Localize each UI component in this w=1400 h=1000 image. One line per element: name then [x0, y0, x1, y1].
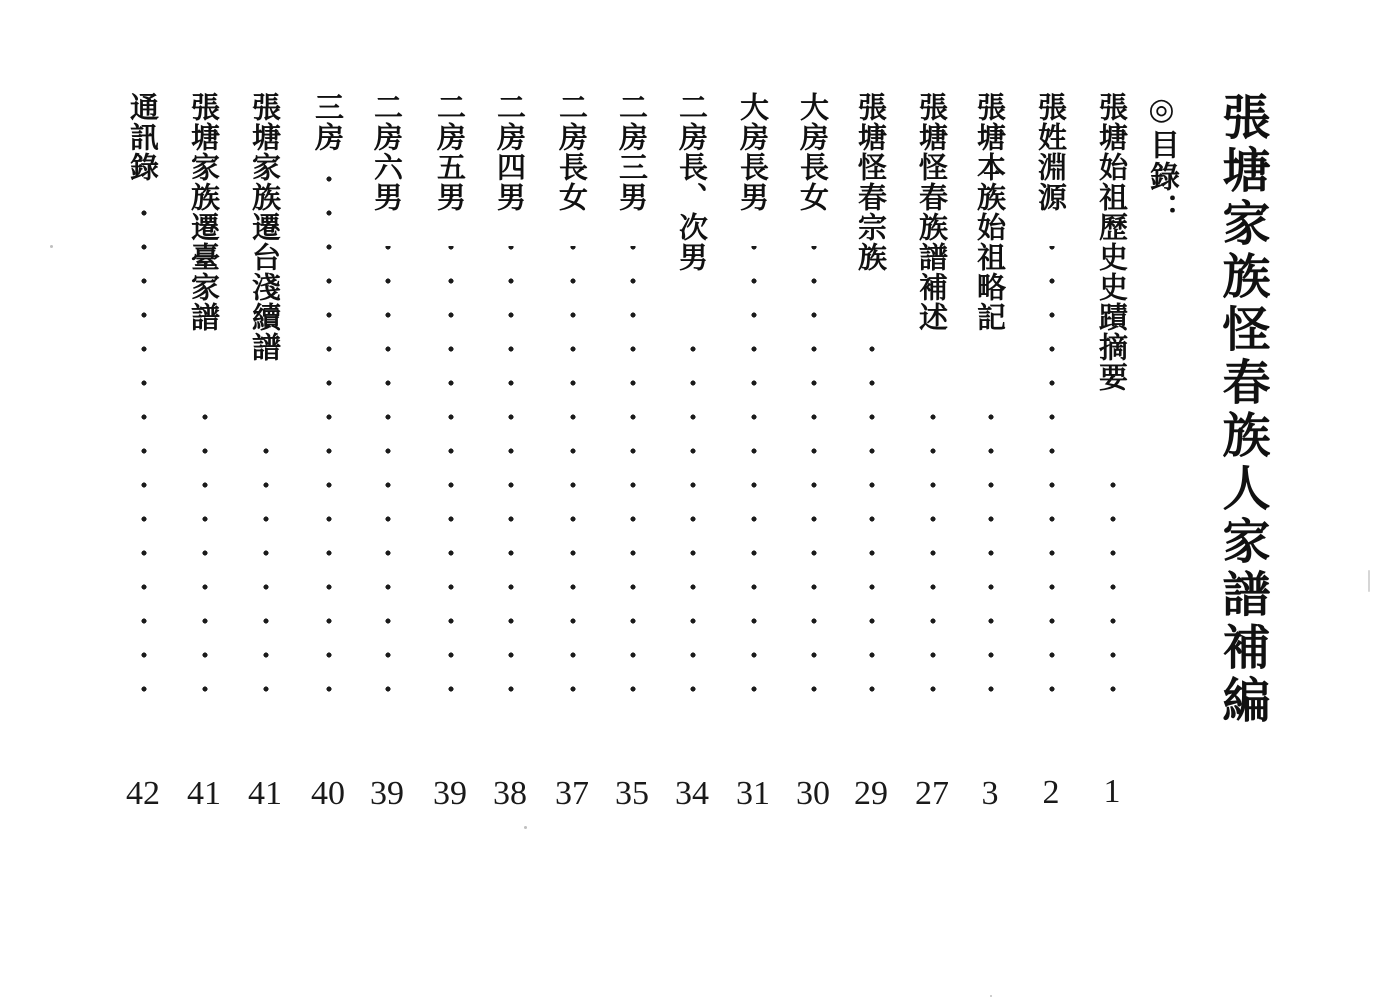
toc-page-number: 3: [981, 775, 999, 812]
dot-leader: [141, 204, 147, 720]
toc-entry: [490, 92, 530, 832]
toc-page-number: 39: [433, 775, 467, 812]
scan-speck: [50, 245, 53, 248]
dot-leader: [326, 174, 332, 720]
toc-entry-title: 張塘家族遷台淺續譜: [248, 92, 282, 362]
toc-entry: [672, 92, 712, 832]
toc-page-number: 31: [736, 775, 770, 812]
toc-page-number: 38: [493, 775, 527, 812]
toc-page-number: 41: [187, 775, 221, 812]
toc-page-number: 30: [796, 775, 830, 812]
toc-entry: [430, 92, 470, 832]
toc-entry-title: 張塘怪春族譜補述: [915, 92, 949, 332]
dot-leader: [1049, 246, 1055, 720]
toc-page-number: 40: [311, 775, 345, 812]
toc-entry: [367, 92, 407, 832]
toc-entry: [1092, 92, 1132, 832]
toc-entry: [245, 92, 285, 832]
dot-leader: [988, 390, 994, 720]
toc-page-number: 35: [615, 775, 649, 812]
dot-leader: [448, 246, 454, 720]
dot-leader: [385, 246, 391, 720]
document-title: 張塘家族怪春族人家譜補編: [1214, 92, 1270, 728]
toc-page-number: 34: [675, 775, 709, 812]
dot-leader: [1110, 462, 1116, 720]
dot-leader: [570, 246, 576, 720]
dot-leader: [751, 246, 757, 720]
dot-leader: [869, 318, 875, 720]
toc-page-number: 41: [248, 775, 282, 812]
toc-entry-title: 二房長女: [555, 92, 589, 212]
toc-entry: [552, 92, 592, 832]
toc-entry: [970, 92, 1010, 832]
toc-entry-title: 大房長男: [736, 92, 770, 212]
toc-entry-title: 大房長女: [796, 92, 830, 212]
dot-leader: [930, 390, 936, 720]
toc-entry: [308, 92, 348, 832]
toc-entry-title: 二房五男: [433, 92, 467, 212]
toc-entry-title: 三房: [311, 92, 345, 152]
toc-entry: [123, 92, 163, 832]
toc-entry: [793, 92, 833, 832]
toc-page-number: 2: [1042, 774, 1060, 811]
dot-leader: [811, 246, 817, 720]
toc-entry-title: 張塘家族遷臺家譜: [187, 92, 221, 332]
dot-leader: [263, 424, 269, 720]
toc-entry-title: 張塘始祖歷史史蹟摘要: [1095, 92, 1129, 392]
toc-entry-title: 二房六男: [370, 92, 404, 212]
toc-heading: ◎目錄：: [1144, 92, 1179, 225]
toc-entry-title: 張塘怪春宗族: [854, 92, 888, 272]
scan-speck: [524, 826, 527, 829]
toc-entry-title: 二房長、次男: [675, 92, 709, 272]
scan-speck: [990, 995, 992, 997]
dot-leader: [690, 318, 696, 720]
toc-page-number: 37: [555, 775, 589, 812]
toc-page-number: 1: [1103, 773, 1121, 810]
toc-entry: [1031, 92, 1071, 832]
toc-entry: [733, 92, 773, 832]
toc-page-number: 39: [370, 775, 404, 812]
toc-entry: [851, 92, 891, 832]
toc-entry-title: 張姓淵源: [1034, 92, 1068, 212]
dot-leader: [630, 246, 636, 720]
toc-entry-title: 張塘本族始祖略記: [973, 92, 1007, 332]
dot-leader: [508, 246, 514, 720]
toc-page-number: 42: [126, 775, 160, 812]
scan-speck: [1368, 570, 1370, 592]
toc-page-number: 29: [854, 775, 888, 812]
toc-entry: [612, 92, 652, 832]
toc-entry: [184, 92, 224, 832]
toc-page-number: 27: [915, 775, 949, 812]
dot-leader: [202, 390, 208, 720]
toc-entry-title: 二房三男: [615, 92, 649, 212]
toc-entry-title: 通訊錄: [126, 92, 160, 182]
toc-entry-title: 二房四男: [493, 92, 527, 212]
toc-entry: [912, 92, 952, 832]
